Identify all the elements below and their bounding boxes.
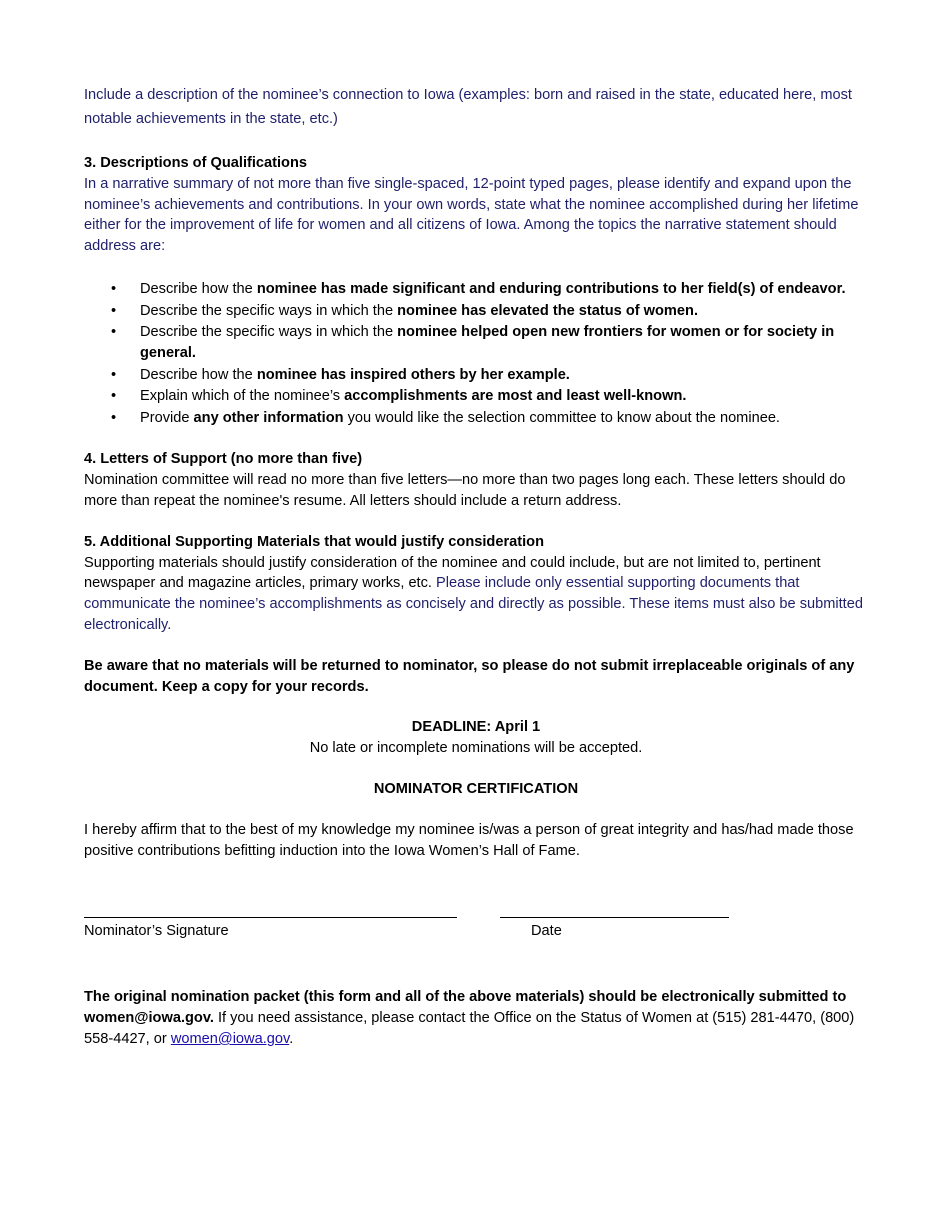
list-item [84, 301, 868, 322]
deadline-note: No late or incomplete nominations will be accepted. [309, 740, 643, 757]
bullet-text: Provide [140, 409, 194, 426]
document-page [84, 84, 868, 1050]
email-link[interactable]: women@iowa.gov [170, 1030, 290, 1047]
bullet-icon: • [111, 302, 117, 319]
list-item [84, 365, 868, 386]
qualifications-list [84, 279, 868, 429]
date-line[interactable] [500, 917, 729, 918]
warning-paragraph [84, 656, 868, 698]
certification-heading: NOMINATOR CERTIFICATION [373, 780, 579, 797]
section4-body: Nomination committee will read no more than five letters—no more than two pages long each. These letters should do more than repeat the nominee's resume. All letters should include a return address. [84, 472, 846, 509]
bullet-icon: • [111, 324, 117, 341]
intro-paragraph [84, 84, 868, 131]
footer-bold-text: The original nomination packet (this form and all of the above materials) should be electronically submitted to women@iowa.gov. [84, 989, 847, 1027]
list-item [84, 322, 868, 364]
list-item [84, 408, 868, 429]
warning-text: Be aware that no materials will be returned to nominator, so please do not submit irreplaceable originals of any document. Keep a copy for your records. [84, 657, 855, 695]
section5-body [84, 553, 868, 636]
certification-heading-block [84, 779, 868, 800]
footer-text: If you need assistance, please contact the Office on the Status of Women at (515) 281-4470, (800) 558-4427, or [84, 1010, 855, 1047]
section3-heading: 3. Descriptions of Qualifications [84, 155, 308, 171]
section5-heading: 5. Additional Supporting Materials that would justify consideration [84, 533, 544, 550]
deadline-title: DEADLINE: April 1 [411, 719, 541, 736]
bullet-bold-text: nominee has made significant and enduring contributions to her field(s) of endeavor. [256, 280, 846, 297]
footer-paragraph [84, 987, 868, 1049]
bullet-bold-text: nominee has elevated the status of women. [397, 302, 698, 319]
deadline-block [84, 717, 868, 759]
bullet-text: Explain which of the nominee’s [140, 388, 345, 405]
bullet-bold-text: nominee has inspired others by her example. [256, 366, 570, 383]
signature-line[interactable] [84, 917, 457, 918]
bullet-text: Describe the specific ways in which the [140, 302, 398, 319]
footer-end: . [289, 1030, 294, 1047]
bullet-icon: • [111, 409, 117, 426]
bullet-icon: • [111, 280, 117, 297]
bullet-icon: • [111, 366, 117, 383]
bullet-bold-text: any other information [193, 409, 344, 426]
bullet-text: Describe how the [140, 280, 257, 297]
section4-heading: 4. Letters of Support (no more than five) [84, 451, 363, 468]
signature-row [84, 913, 868, 947]
bullet-text: Describe how the [140, 366, 257, 383]
section5-body-part2: Please include only essential supporting documents that communicate the nominee’s accomplishments as concisely and directly as possible. These items must also be submitted electronically. [84, 575, 863, 633]
certification-body: I hereby affirm that to the best of my knowledge my nominee is/was a person of great integrity and has/had made those positive contributions befitting induction into the Iowa Women’s Hall of Fame. [84, 821, 854, 859]
bullet-icon: • [111, 388, 117, 405]
intro-text: Include a description of the nominee’s connection to Iowa (examples: born and raised in the state, educated here, most notable achievements in the state, etc.) [84, 87, 852, 127]
section3-body: In a narrative summary of not more than five single-spaced, 12-point typed pages, please identify and expand upon the nominee’s achievements and contributions. In your own words, state what the nominee accomplished during her lifetime either for the improvement of life for women and all citizens of Iowa. Among the topics the narrative statement should address are: [84, 175, 859, 255]
signature-label: Nominator’s Signature [84, 923, 229, 940]
bullet-text: Describe the specific ways in which the [140, 324, 398, 341]
bullet-bold-text: accomplishments are most and least well-known. [344, 388, 687, 405]
bullet-text: you would like the selection committee to know about the nominee. [343, 409, 780, 426]
list-item [84, 279, 868, 300]
bullet-bold-text: nominee helped open new frontiers for women or for society in general. [140, 324, 835, 361]
list-item [84, 386, 868, 407]
date-label: Date [531, 923, 562, 940]
section5-body-part1: Supporting materials should justify consideration of the nominee and could include, but are not limited to, pertinent newspaper and magazine articles, primary works, etc. [84, 554, 821, 592]
